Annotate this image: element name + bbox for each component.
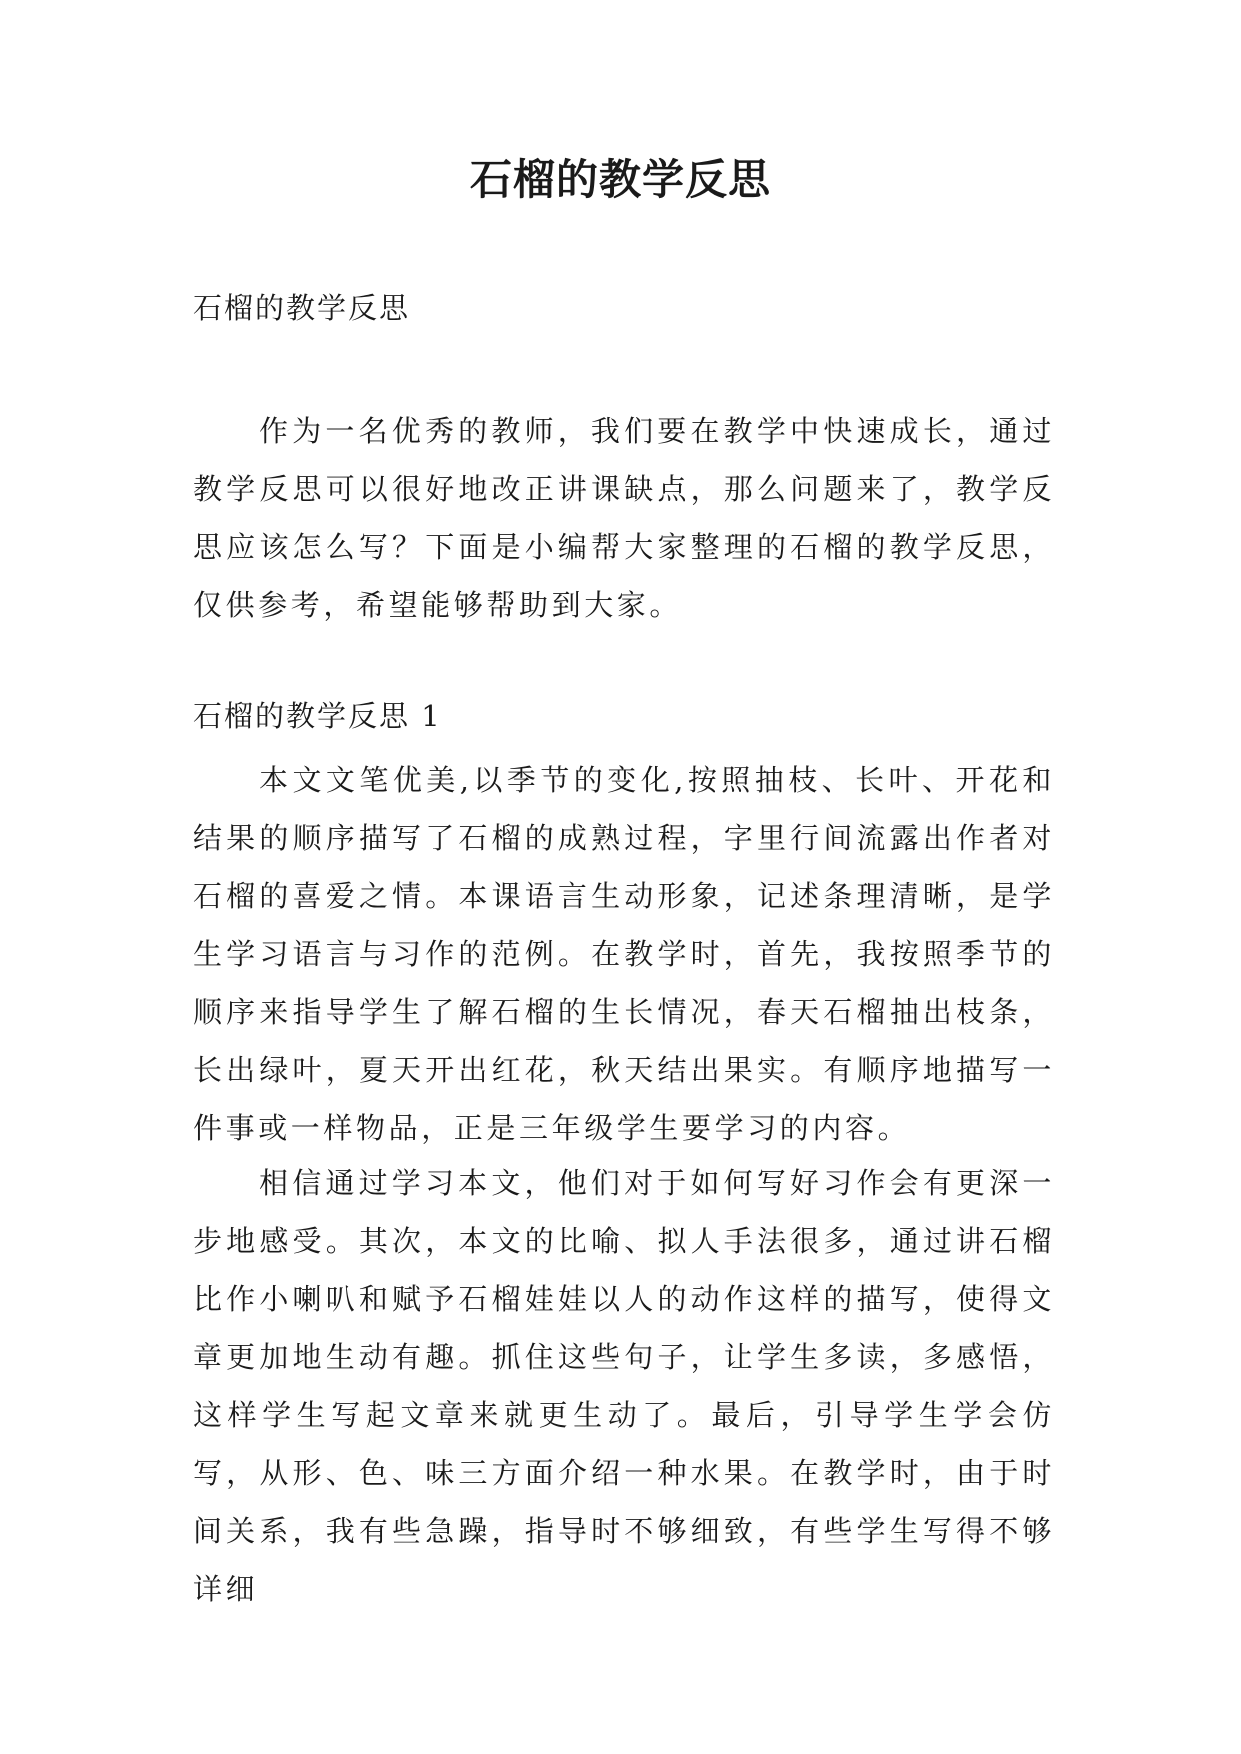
body-paragraph: 相信通过学习本文，他们对于如何写好习作会有更深一步地感受。其次，本文的比喻、拟人手法很多，通过讲石榴比作小喇叭和赋予石榴娃娃以人的动作这样的描写，使得文章更加地生动有趣。抓住这些句子，让学生多读，多感悟，这样学生写起文章来就更生动了。最后，引导学生学会仿写，从形、色、味三方面介绍一种水果。在教学时，由于时间关系，我有些急躁，指导时不够细致，有些学生写得不够详细 bbox=[193, 1166, 1055, 1606]
section-heading: 石榴的教学反思 1 bbox=[193, 699, 442, 733]
document-title: 石榴的教学反思 bbox=[469, 155, 771, 204]
intro-paragraph: 作为一名优秀的教师，我们要在教学中快速成长，通过教学反思可以很好地改正讲课缺点，那么问题来了，教学反思应该怎么写？下面是小编帮大家整理的石榴的教学反思，仅供参考，希望能够帮助到大家。 bbox=[193, 414, 1055, 622]
body-paragraph: 本文文笔优美,以季节的变化,按照抽枝、长叶、开花和结果的顺序描写了石榴的成熟过程，字里行间流露出作者对石榴的喜爱之情。本课语言生动形象，记述条理清晰，是学生学习语言与习作的范例。在教学时，首先，我按照季节的顺序来指导学生了解石榴的生长情况，春天石榴抽出枝条，长出绿叶，夏天开出红花，秋天结出果实。有顺序地描写一件事或一样物品，正是三年级学生要学习的内容。 bbox=[193, 763, 1055, 1145]
document-subtitle: 石榴的教学反思 bbox=[193, 291, 411, 325]
